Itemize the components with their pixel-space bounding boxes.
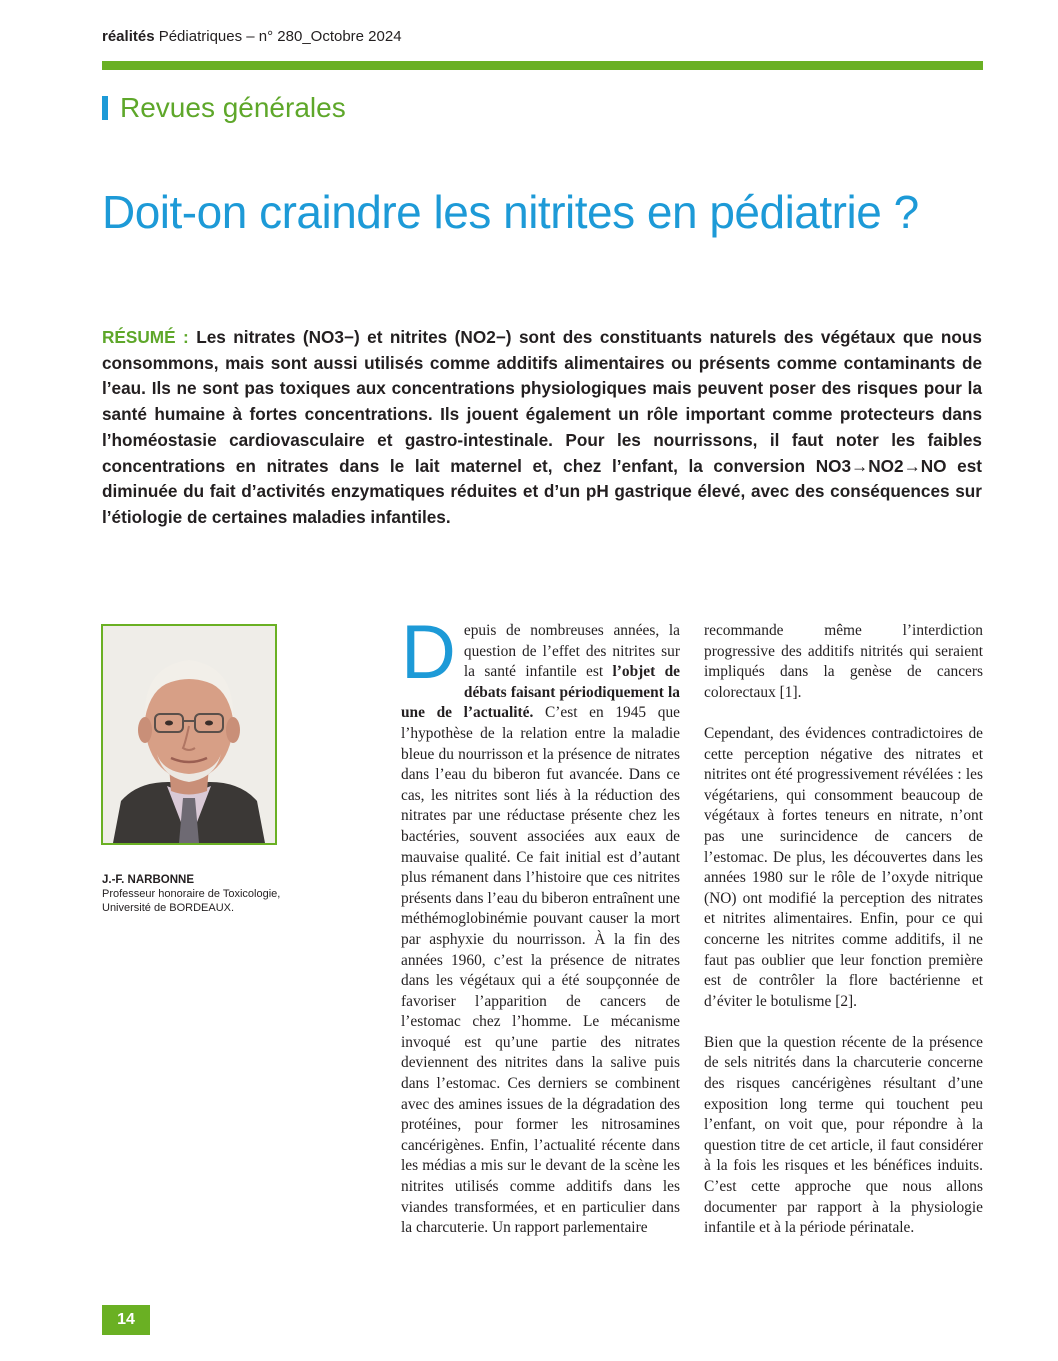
section-marker <box>102 96 108 120</box>
body-paragraph-1 <box>401 610 681 1239</box>
body-column-2 <box>704 621 983 1259</box>
abstract-text: Les nitrates (NO3−) et nitrites (NO2−) sont des constituants naturels des végétaux que nous consommons, mais sont aussi utilisés comme additifs alimentaires ou présents comme contaminants de l’eau. Ils ne sont pas toxiques aux concentrations physiologiques mais peuvent poser des risques pour la santé humaine à fortes concentrations. Ils jouent également un rôle important comme protecteurs dans l’homéostasie cardiovasculaire et gastro-intestinale. Pour les nourrissons, il faut noter les faibles concentrations en nitrates dans le lait maternel et, chez l’enfant, la conversion NO3→NO2→NO est diminuée du fait d’activités enzymatiques réduites et d’un pH gastrique élevé, avec des conséquences sur l’étiologie de certaines maladies infantiles. <box>102 327 982 527</box>
section-label: Revues générales <box>120 92 346 123</box>
paragraph-1-start: epuis de nombreuses années, la question de l’effet des nitrites sur la santé infantile est <box>463 622 680 681</box>
author-portrait-image <box>103 626 275 843</box>
journal-name: réalités <box>102 28 155 45</box>
paragraph-1-rest: C’est en 1945 que l’hypothèse de la relation entre la maladie bleue du nourrisson et la présence de nitrates dans l’eau du biberon fut avancée. Dans ce cas, les nitrites sont liés à la réduction des nitrates par une réductase présente chez les bactéries, souvent associées aux eaux de mauvaise qualité. Ce fait initial est d’autant plus rémanent dans l’histoire que ces nitrites présents dans l’eau du biberon entraînent une méthémoglobinémie pouvant causer la mort par asphyxie du nourrisson. À la fin des années 1960, c’est la présence de nitrates dans les végétaux qui a été soupçonnée de favoriser l’apparition de cancers de l’estomac chez l’homme. Le mécanisme invoqué est qu’une partie des nitrates deviennent des nitrites dans la salive puis dans l’estomac. Ces derniers se combinent avec des amines issues de la dégradation des protéines, pour former les nitrosamines cancérigènes. Enfin, l’actualité récente dans les médias a mis sur le devant de la scène les nitrites utilisés comme additifs dans les viandes transformées, et en particulier dans la charcuterie. Un rapport parlementaire <box>401 704 680 1237</box>
author-info <box>102 873 342 915</box>
paragraph-1-bold: l’objet de débats faisant périodiquement la une de l’actualité. <box>401 663 681 722</box>
author-photo <box>101 624 277 845</box>
section-heading <box>102 92 346 124</box>
running-header <box>102 28 402 45</box>
body-paragraph-3: Bien que la question récente de la présence de sels nitrités dans la charcuterie concerne des risques cancérigènes résultant d’une exposition long terme qui touchent peu l’enfant, on voit que, pour répondre à la question titre de cet article, il faut considérer à la fois les risques et les bénéfices induits. C’est cette approche que nous allons documenter par rapport à la physiologie infantile et à la période périnatale. <box>704 1033 983 1237</box>
drop-cap: D <box>401 610 456 695</box>
article-title: Doit-on craindre les nitrites en pédiatrie ? <box>102 186 919 238</box>
author-affiliation: Université de BORDEAUX. <box>102 902 235 914</box>
issue-info: Pédiatriques – n° 280_Octobre 2024 <box>154 28 402 45</box>
header-rule <box>102 61 983 70</box>
abstract <box>102 325 982 531</box>
author-title: Professeur honoraire de Toxicologie, <box>102 888 281 900</box>
abstract-label: RÉSUMÉ : <box>102 327 189 347</box>
body-column-1 <box>401 610 681 1259</box>
page-number: 14 <box>102 1305 150 1335</box>
body-paragraph-1-continued: recommande même l’interdiction progressive des additifs nitrités qui seraient impliqués dans la genèse de cancers colorectaux [1]. <box>704 622 983 701</box>
author-name: J.-F. NARBONNE <box>102 874 195 886</box>
body-paragraph-2: Cependant, des évidences contradictoires de cette perception négative des nitrates et nitrites ont été progressivement révélées : les végétariens, qui consomment beaucoup de végétaux à fortes teneurs en nitrate, n’ont pas une surincidence de cancers de l’estomac. De plus, les découvertes dans les années 1980 sur le rôle de l’oxyde nitrique (NO) ont modifié la perception des nitrates et nitrites alimentaires. Enfin, pour ce qui concerne les nitrites comme additifs, il ne faut pas oublier que leur fonction première est de contrôler la flore bactérienne et d’éviter le botulisme [2]. <box>704 724 983 1010</box>
